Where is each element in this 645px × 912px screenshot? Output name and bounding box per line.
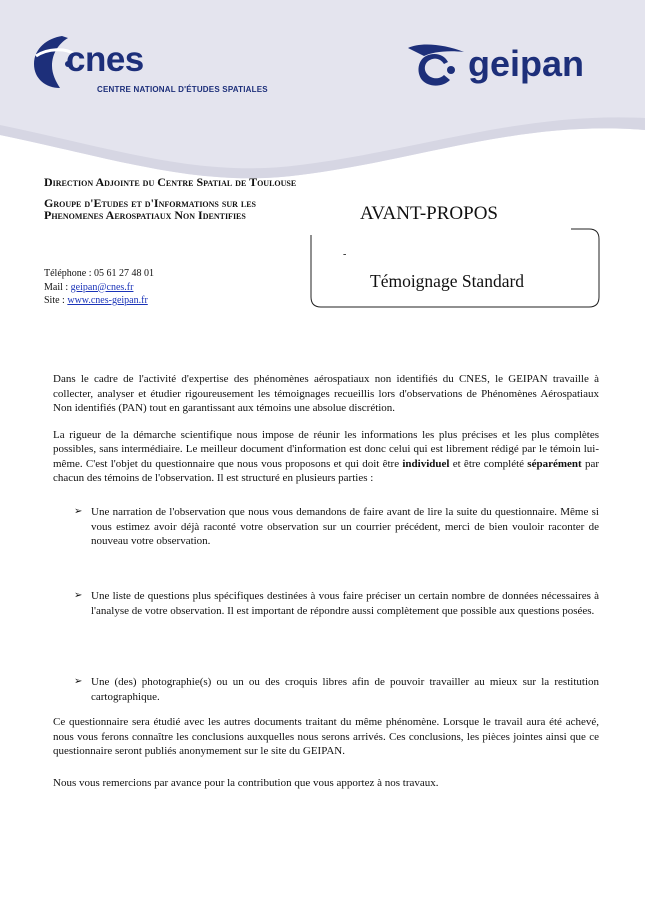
body-text [53,372,599,486]
site-label: Site : [44,295,68,306]
bullet-photos: Une (des) photographie(s) ou un ou des croquis libres afin de pouvoir travailler au mieux sur la restitution cartographique. [91,676,599,703]
arrow-bullet-icon: ➢ [74,676,83,687]
dash-mark: - [343,249,347,260]
bullet-narration: Une narration de l'observation que nous vous demandons de faire avant de lire la suite du questionnaire. Même si vous estimez avoir déjà raconté votre observation sur un courrier précédent, merci de bien vouloir raconter de nouveau votre observation. [91,506,599,547]
mail-line [44,281,154,295]
mail-link[interactable]: geipan@cnes.fr [70,281,134,293]
list-item [74,675,599,704]
organisation-block [44,176,299,230]
arrow-bullet-icon: ➢ [74,506,83,517]
mail-label: Mail : [44,281,71,293]
list-item [74,589,599,618]
bullet-questions: Une liste de questions plus spécifiques destinées à vous faire préciser un certain nombre de données nécessaires à l'analyse de votre observation. Il est important de répondre aussi complètement que possible aux questions posées. [91,590,599,617]
cnes-brand: cnes [66,40,144,79]
paragraph-remerciements: Nous vous remercions par avance pour la contribution que vous apportez à nos travaux. [53,777,439,789]
paragraph-conclusion: Ce questionnaire sera étudié avec les autres documents traitant du même phénomène. Lorsque le travail aura été achevé, nous vous ferons connaître les conclusions auxquelles nous serons arrivés. Ces conclusions, les pièces jointes ainsi que ce questionnaire seront publiés anonymement sur le site du GEIPAN. [53,716,599,757]
title-frame [309,225,601,309]
contact-block [44,267,154,308]
arrow-bullet-icon: ➢ [74,590,83,601]
cnes-subtitle: CENTRE NATIONAL D'ÉTUDES SPATIALES [97,85,268,94]
list-item [74,505,599,549]
paragraph-rigueur: La rigueur de la démarche scientifique nous impose de réunir les informations les plus précises et les plus complètes possibles, sans intermédiaire. Le meilleur document d'information est donc celui qui est librement rédigé par le témoin lui-même. C'est l'objet du questionnaire que nous vous proposons et qui doit être individuel et être complété séparément par chacun des témoins de l'observation. Il est structuré en plusieurs parties : [53,428,599,484]
geipan-brand: geipan [468,43,585,84]
temoignage-title: Témoignage Standard [370,271,525,291]
telephone: Téléphone : 05 61 27 48 01 [44,268,154,279]
avant-propos-title: AVANT-PROPOS [360,203,498,224]
groupe-heading: Groupe d'Etudes et d'Informations sur les Phenomenes Aerospatiaux Non Identifies [44,196,256,222]
paragraph-intro: Dans le cadre de l'activité d'expertise des phénomènes aérospatiaux non identifiés du CNES, le GEIPAN travaille à collecter, analyser et étudier rigoureusement les témoignages recueillis lors d'observations de Phénomènes Aérospatiaux Non identifiés (PAN) tout en garantissant aux témoins une absolue discrétion. [53,373,599,414]
direction-heading: Direction Adjointe du Centre Spatial de Toulouse [44,175,297,189]
site-link[interactable]: www.cnes-geipan.fr [67,295,148,306]
site-line [44,294,154,308]
geipan-logo-icon [404,40,470,90]
